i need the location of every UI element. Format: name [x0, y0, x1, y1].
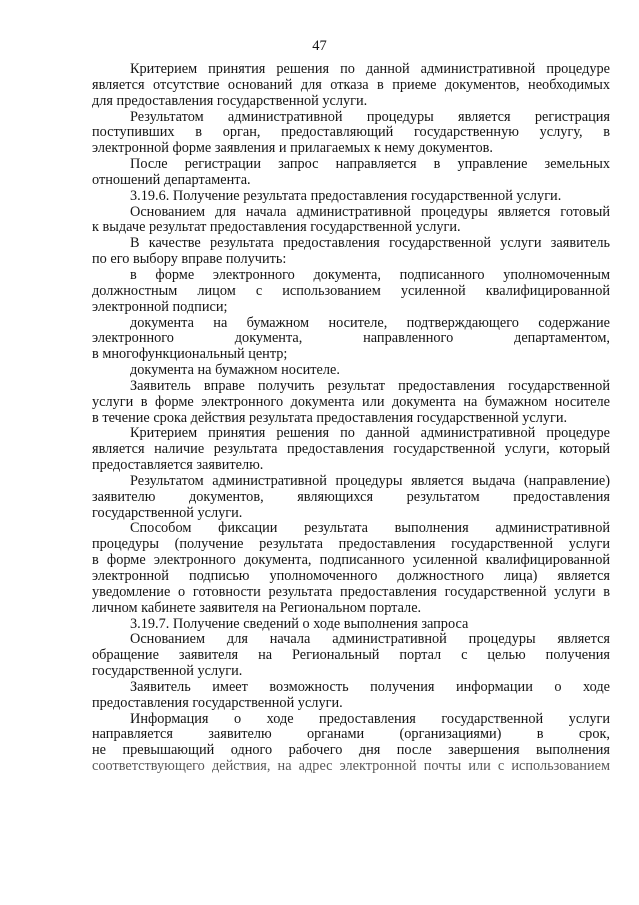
text-line: электронного документа, направленного департаментом, [92, 330, 610, 347]
text-line: электронной подписи; [92, 298, 228, 315]
text-line: для предоставления государственной услуги. [92, 92, 368, 109]
text-line: Результатом административной процедуры является выдача (направление) [130, 472, 610, 489]
text-line: отношений департамента. [92, 171, 251, 188]
text-line: Основанием для начала административной процедуры является готовый [130, 203, 610, 220]
text-line: 3.19.6. Получение результата предоставления государственной услуги. [130, 187, 562, 204]
text-line: Способом фиксации результата выполнения административной [130, 520, 610, 537]
page-number: 47 [312, 38, 327, 54]
text-line: предоставляется заявителю. [92, 457, 264, 474]
text-line: предоставления государственной услуги. [92, 694, 343, 711]
text-line: должностным лицом с использованием усиленной квалифицированной [92, 282, 610, 299]
text-line: обращение заявителя на Региональный портал с целью получения [92, 647, 610, 664]
text-line: процедуры (получение результата предоставления государственной услуги [92, 536, 610, 553]
text-line: к выдаче результат предоставления государственной услуги. [92, 219, 461, 236]
text-line: Основанием для начала административной процедуры является [130, 631, 610, 648]
text-line: документа на бумажном носителе, подтверждающего содержание [130, 314, 610, 331]
text-line: услуги в форме электронного документа или документа на бумажном носителе [92, 393, 610, 410]
text-line: соответствующего действия, на адрес электронной почты или с использованием [92, 758, 610, 775]
text-line: Информация о ходе предоставления государственной услуги [130, 710, 610, 727]
text-line: 3.19.7. Получение сведений о ходе выполнения запроса [130, 615, 469, 632]
text-line: не превышающий одного рабочего дня после завершения выполнения [92, 742, 610, 759]
text-line: в многофункциональный центр; [92, 346, 288, 363]
text-line: Критерием принятия решения по данной административной процедуре [130, 425, 610, 442]
text-line: Заявитель имеет возможность получения информации о ходе [130, 678, 610, 695]
text-line: В качестве результата предоставления государственной услуги заявитель [130, 235, 610, 252]
text-line: поступивших в орган, предоставляющий государственную услугу, в [92, 124, 610, 141]
text-line: После регистрации запрос направляется в управление земельных [130, 156, 610, 173]
text-line: в течение срока действия результата предоставления государственной услуги. [92, 409, 568, 426]
text-line: является отсутствие оснований для отказа в приеме документов, необходимых [92, 76, 610, 93]
text-line: Результатом административной процедуры является регистрация [130, 108, 610, 125]
text-line: государственной услуги. [92, 504, 243, 521]
text-line: Заявитель вправе получить результат предоставления государственной [130, 377, 610, 394]
text-line: в форме электронного документа, подписанного уполномоченным [130, 266, 610, 283]
text-line: уведомление о готовности результата предоставления государственной услуги в [92, 583, 610, 600]
text-line: личном кабинете заявителя на Региональном портале. [92, 599, 422, 616]
document-body [92, 62, 610, 775]
text-line: документа на бумажном носителе. [130, 362, 340, 379]
text-line: направляется заявителю органами (организациями) в срок, [92, 726, 610, 743]
text-line: Критерием принятия решения по данной административной процедуре [130, 61, 610, 77]
text-line: является наличие результата предоставления государственной услуги, который [92, 441, 610, 458]
text-line: электронной подписью уполномоченного должностного лица) является [92, 568, 610, 584]
text-line: заявителю документов, являющихся результатом предоставления [92, 488, 610, 505]
text-line: по его выбору вправе получить: [92, 251, 287, 268]
text-line: государственной услуги. [92, 663, 243, 680]
text-line: электронной форме заявления и прилагаемых к нему документов. [92, 140, 493, 157]
text-line: в форме электронного документа, подписанного усиленной квалифицированной [92, 552, 610, 569]
